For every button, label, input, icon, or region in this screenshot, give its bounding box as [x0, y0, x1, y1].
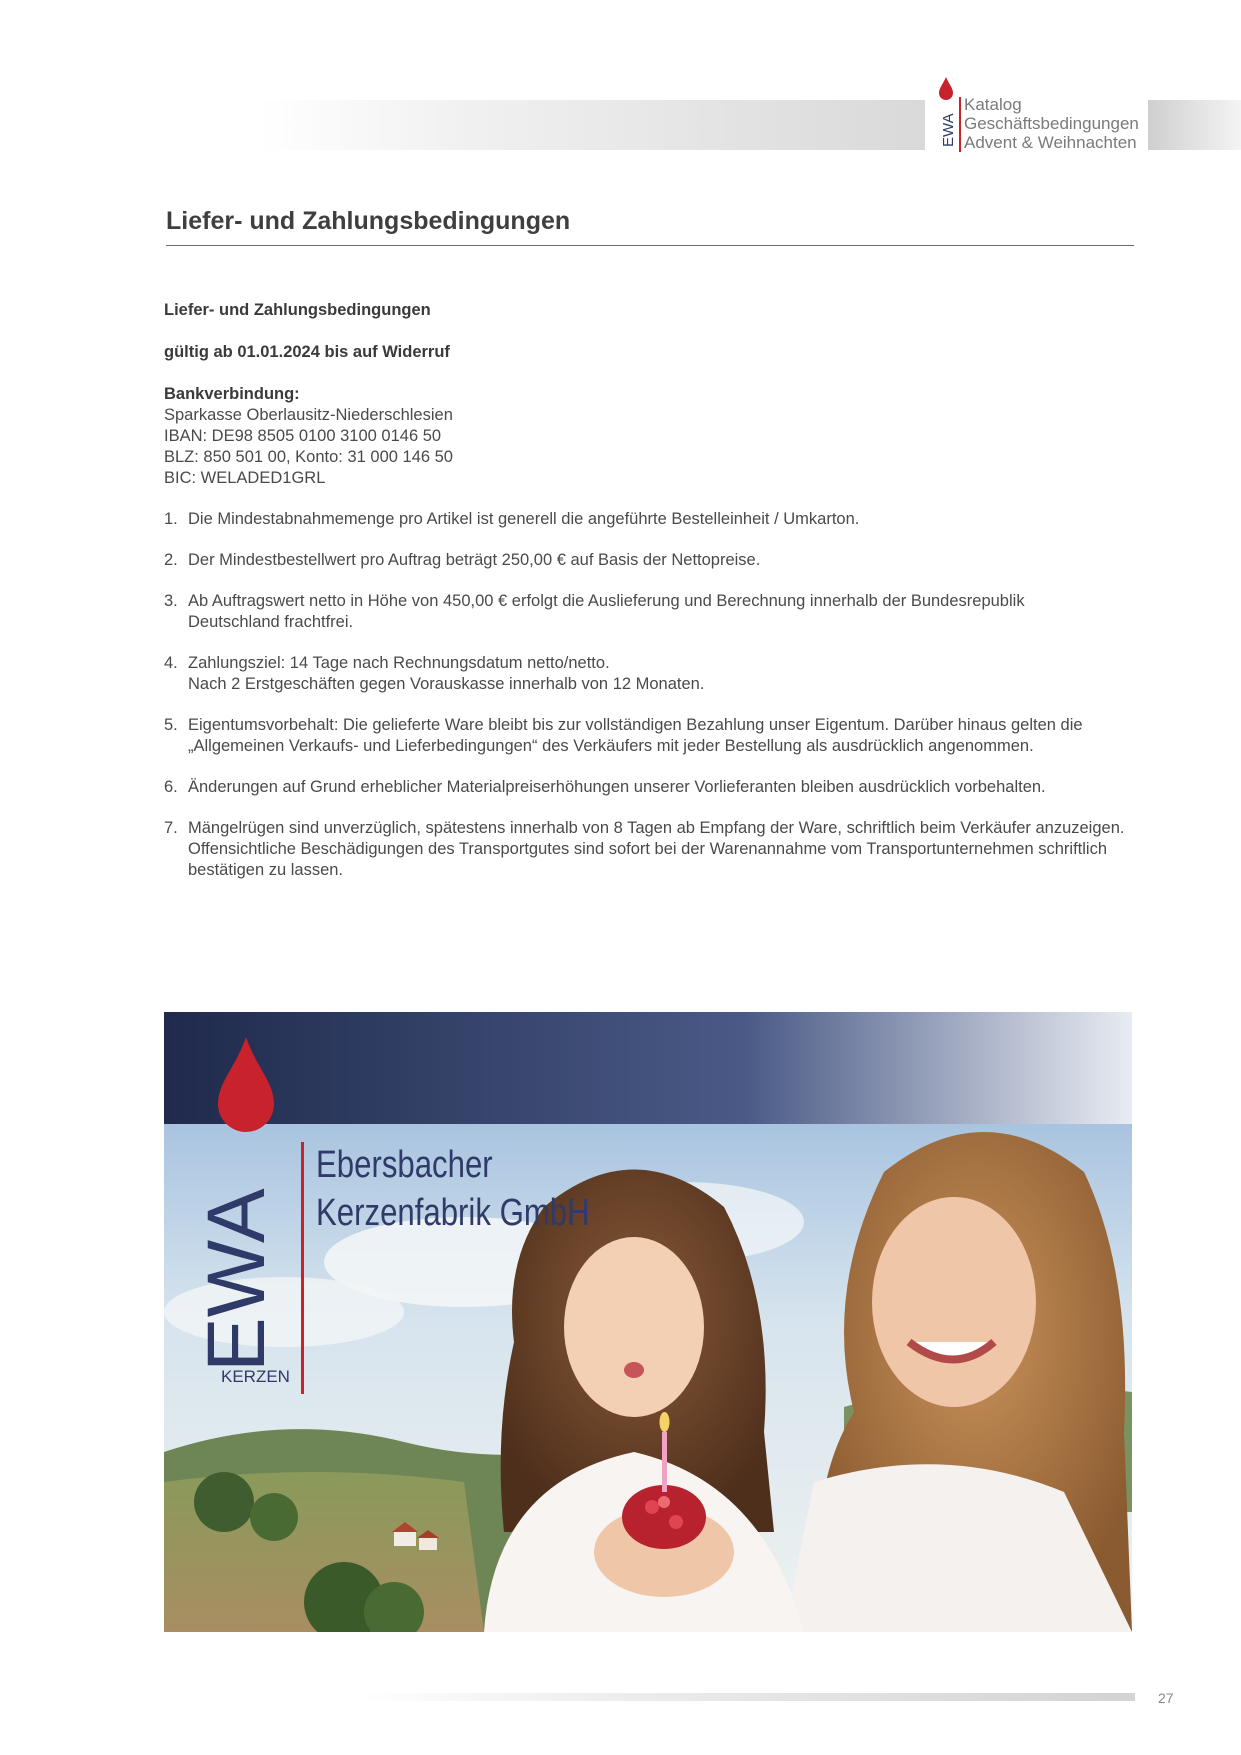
page-number: 27: [1158, 1690, 1174, 1706]
bank-name: Sparkasse Oberlausitz-Niederschlesien: [164, 406, 453, 424]
term-text: bestätigen zu lassen.: [188, 861, 344, 879]
term-text: Offensichtliche Beschädigungen des Transportgutes sind sofort bei der Warenannahme vom Transportunternehmen schriftlich: [188, 840, 1108, 858]
banner-logo-text: EWA: [191, 1188, 282, 1372]
terms-list: [164, 509, 1144, 881]
banner-logo-subtext: KERZEN: [221, 1367, 290, 1386]
term-number: 1.: [164, 510, 178, 528]
bank-label: Bankverbindung:: [164, 385, 300, 403]
bank-blz: BLZ: 850 501 00, Konto: 31 000 146 50: [164, 448, 453, 466]
term-text: Die Mindestabnahmemenge pro Artikel ist generell die angeführte Bestelleinheit / Umkarton.: [188, 510, 860, 528]
header-separator: [959, 97, 961, 152]
term-number: 4.: [164, 654, 178, 672]
ewa-logo-small-text: EWA: [940, 113, 957, 147]
term-number: 7.: [164, 819, 178, 837]
term-number: 5.: [164, 716, 178, 734]
term-item: [164, 550, 1144, 571]
company-name-line2: Kerzenfabrik GmbH: [316, 1192, 590, 1234]
term-text: Änderungen auf Grund erheblicher Materialpreiserhöhungen unserer Vorlieferanten bleiben ausdrücklich vorbehalten.: [188, 778, 1046, 796]
term-number: 2.: [164, 551, 178, 569]
term-item: [164, 715, 1144, 757]
term-number: 6.: [164, 778, 178, 796]
header-text: [964, 95, 1139, 152]
bank-iban: IBAN: DE98 8505 0100 3100 0146 50: [164, 427, 442, 445]
term-text: Eigentumsvorbehalt: Die gelieferte Ware bleibt bis zur vollständigen Bezahlung unser Eigentum. Darüber hinaus gelten die: [188, 716, 1083, 734]
ewa-logo-small: [934, 75, 958, 150]
term-text: Mängelrügen sind unverzüglich, spätestens innerhalb von 8 Tagen ab Empfang der Ware, schriftlich beim Verkäufer anzuzeigen.: [188, 819, 1125, 837]
term-text: Zahlungsziel: 14 Tage nach Rechnungsdatum netto/netto.: [188, 654, 610, 672]
term-text: Deutschland frachtfrei.: [188, 613, 354, 631]
company-banner: [164, 1012, 1132, 1632]
term-text: Ab Auftragswert netto in Höhe von 450,00 € erfolgt die Auslieferung und Berechnung innerhalb der Bundesrepublik: [188, 592, 1025, 610]
term-number: 3.: [164, 592, 178, 610]
validity-note: gültig ab 01.01.2024 bis auf Widerruf: [164, 343, 450, 361]
page-title: Liefer- und Zahlungsbedingungen: [166, 206, 1134, 246]
bank-bic: BIC: WELADED1GRL: [164, 469, 326, 487]
company-name-line1: Ebersbacher: [316, 1144, 493, 1186]
banner-illustration: [164, 1012, 1132, 1632]
header-band: [260, 100, 925, 150]
header-line-geschaeftsbedingungen: Geschäftsbedingungen: [964, 114, 1139, 133]
header-band-right: [1148, 100, 1241, 150]
term-item: [164, 818, 1144, 881]
term-text: „Allgemeinen Verkaufs- und Lieferbedingungen“ des Verkäufers mit jeder Bestellung als ausdrücklich angenommen.: [188, 737, 1034, 755]
term-item: [164, 777, 1144, 798]
term-item: [164, 653, 1144, 695]
term-text: Der Mindestbestellwert pro Auftrag beträgt 250,00 € auf Basis der Nettopreise.: [188, 551, 761, 569]
terms-content: [164, 300, 1144, 901]
term-item: [164, 591, 1144, 633]
footer-bar: [360, 1693, 1135, 1701]
term-text: Nach 2 Erstgeschäften gegen Vorauskasse innerhalb von 12 Monaten.: [188, 675, 705, 693]
subheading: Liefer- und Zahlungsbedingungen: [164, 301, 431, 319]
bank-details: [164, 384, 1144, 489]
header-line-advent: Advent & Weihnachten: [964, 133, 1137, 152]
header-line-katalog: Katalog: [964, 95, 1022, 114]
term-item: [164, 509, 1144, 530]
